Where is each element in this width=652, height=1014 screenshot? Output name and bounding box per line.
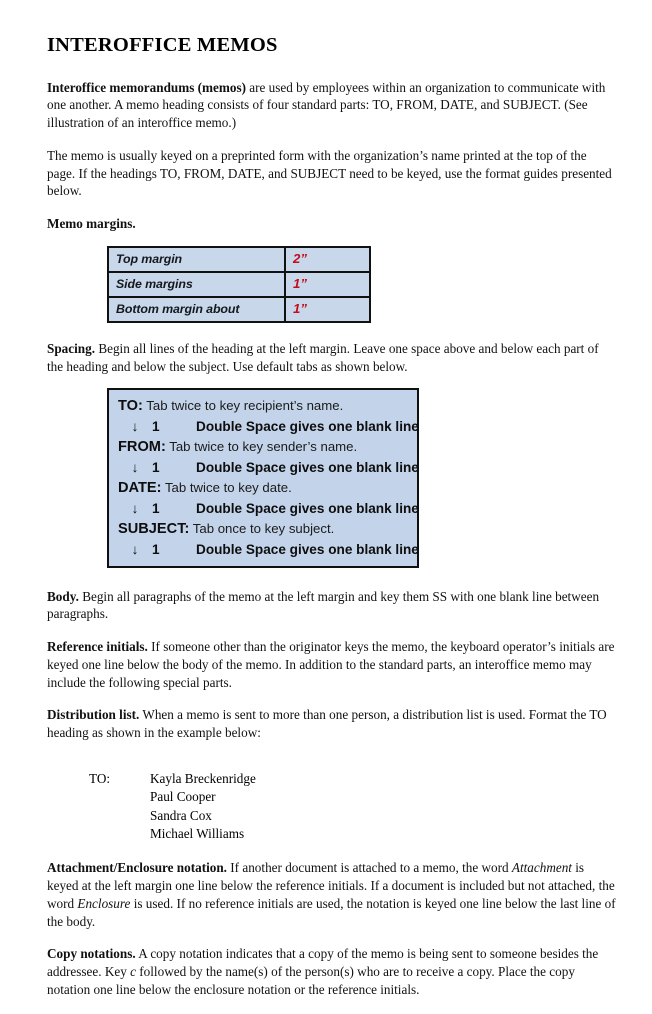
margin-value-top: 2”	[285, 247, 370, 272]
margin-label-side: Side margins	[108, 272, 285, 297]
memo-heading-from: FROM:	[118, 439, 166, 456]
down-arrow-icon: ↓	[131, 419, 139, 435]
paragraph-reference-initials	[47, 638, 617, 691]
reference-text: If someone other than the originator keys the memo, the keyboard operator’s initials are keyed one line below the body of the memo. In addition to the standard parts, an interoffice memo may include the following special parts.	[47, 639, 615, 690]
list-item: Sandra Cox	[150, 807, 212, 823]
distribution-list-example	[47, 770, 617, 843]
table-row	[108, 297, 370, 322]
memo-margins-table-wrapper	[47, 246, 617, 323]
attachment-text-part1: If another document is attached to a memo, the word	[226, 860, 512, 876]
margin-label-top: Top margin	[108, 247, 285, 272]
margin-value-side: 1”	[285, 272, 370, 297]
copy-lead-label: Copy notations.	[47, 946, 136, 962]
list-item: Michael Williams	[150, 825, 245, 841]
paragraph-distribution-list	[47, 706, 617, 742]
memo-heading-subject: SUBJECT:	[118, 520, 190, 537]
spacer	[47, 757, 617, 770]
page-title: INTEROFFICE MEMOS	[47, 34, 278, 56]
copy-letter-italic: c	[130, 964, 136, 980]
double-space-count-1: 1	[152, 419, 160, 435]
double-space-text-1: Double Space gives one blank line	[196, 419, 419, 435]
spacer	[47, 323, 617, 340]
memo-heading-subject-description: Tab once to key subject.	[189, 520, 335, 536]
list-item: Paul Cooper	[150, 789, 216, 805]
illustration-double-space-4	[109, 540, 417, 560]
memo-heading-from-description: Tab twice to key sender’s name.	[165, 439, 358, 455]
illustration-double-space-3	[109, 499, 417, 519]
attachment-text-part3: is used. If no reference initials are used, the notation is keyed one line below the last line of the body.	[47, 895, 616, 929]
double-space-count-3: 1	[152, 501, 160, 516]
paragraph-body	[47, 588, 617, 624]
copy-text-part1: A copy notation indicates that a copy of the memo is being sent to someone besides the addressee. Key	[47, 946, 599, 980]
double-space-count-4: 1	[152, 541, 160, 557]
margin-label-bottom: Bottom margin about	[108, 297, 285, 322]
memo-heading-to-description: Tab twice to key recipient’s name.	[142, 398, 344, 414]
margin-value-bottom: 1”	[285, 297, 370, 322]
paragraph-attachment-enclosure	[47, 859, 617, 930]
reference-lead-label: Reference initials.	[47, 639, 148, 655]
copy-text-part2: followed by the name(s) of the person(s) who are to receive a copy. Place the copy notation one line below the enclosure notation or the reference initials.	[47, 964, 575, 997]
distribution-to-label: TO:	[89, 770, 111, 786]
body-lead-label: Body.	[47, 588, 79, 604]
distribution-names	[150, 770, 256, 843]
memo-heading-to: TO:	[118, 398, 143, 415]
paragraph-copy-notations	[47, 945, 617, 998]
double-space-text-2: Double Space gives one blank line	[196, 460, 419, 476]
table-row	[108, 247, 370, 272]
illustration-double-space-1	[109, 417, 417, 437]
distribution-row	[89, 770, 617, 843]
double-space-text-3: Double Space gives one blank line	[196, 501, 419, 516]
list-item: Kayla Breckenridge	[150, 770, 256, 786]
distribution-lead-label: Distribution list.	[47, 707, 140, 723]
double-space-count-2: 1	[152, 460, 160, 476]
down-arrow-icon: ↓	[131, 541, 139, 557]
illustration-line-subject	[109, 519, 417, 540]
attachment-text-part2: is keyed at the left margin one line below the reference initials. If a document is included but not attached, the word	[47, 860, 615, 911]
paragraph-preprinted-form: The memo is usually keyed on a preprinted form with the organization’s name printed at the top of the page. If the headings TO, FROM, DATE, and SUBJECT need to be keyed, use the format guides presented below.	[47, 147, 612, 199]
paragraph-intro	[47, 79, 617, 132]
illustration-line-from	[109, 437, 417, 458]
attachment-word-italic: Attachment	[511, 860, 572, 876]
paragraph-spacing	[47, 340, 617, 376]
table-row	[108, 272, 370, 297]
spacing-body-text: Begin all lines of the heading at the left margin. Leave one space above and below each part of the heading and below the subject. Use default tabs as shown below.	[47, 340, 599, 374]
intro-body-text: are used by employees within an organization to communicate with one another. A memo heading consists of four standard parts: TO, FROM, DATE, and SUBJECT. (See illustration of an interoffice memo.)	[47, 79, 606, 131]
spacer	[47, 568, 617, 588]
illustration-line-date	[109, 478, 417, 499]
memo-margins-label: Memo margins.	[47, 216, 136, 232]
down-arrow-icon: ↓	[131, 460, 139, 476]
spacing-lead-label: Spacing.	[47, 340, 96, 356]
distribution-text: When a memo is sent to more than one person, a distribution list is used. Format the TO heading as shown in the example below:	[47, 707, 607, 741]
intro-lead-label: Interoffice memorandums (memos)	[47, 79, 246, 95]
double-space-text-4: Double Space gives one blank line	[196, 541, 419, 557]
enclosure-word-italic: Enclosure	[77, 895, 131, 911]
memo-heading-date: DATE:	[118, 480, 162, 496]
illustration-double-space-2	[109, 458, 417, 478]
memo-heading-date-description: Tab twice to key date.	[161, 480, 292, 495]
illustration-line-to	[109, 396, 417, 417]
attachment-lead-label: Attachment/Enclosure notation.	[47, 860, 227, 876]
spacing-illustration-wrapper	[47, 388, 617, 567]
memo-margins-table	[107, 246, 371, 323]
body-text: Begin all paragraphs of the memo at the left margin and key them SS with one blank line between paragraphs.	[47, 588, 600, 622]
document-content	[47, 34, 617, 1014]
spacing-illustration-box	[107, 388, 419, 567]
heading-memo-margins	[47, 215, 617, 233]
down-arrow-icon: ↓	[131, 501, 139, 516]
